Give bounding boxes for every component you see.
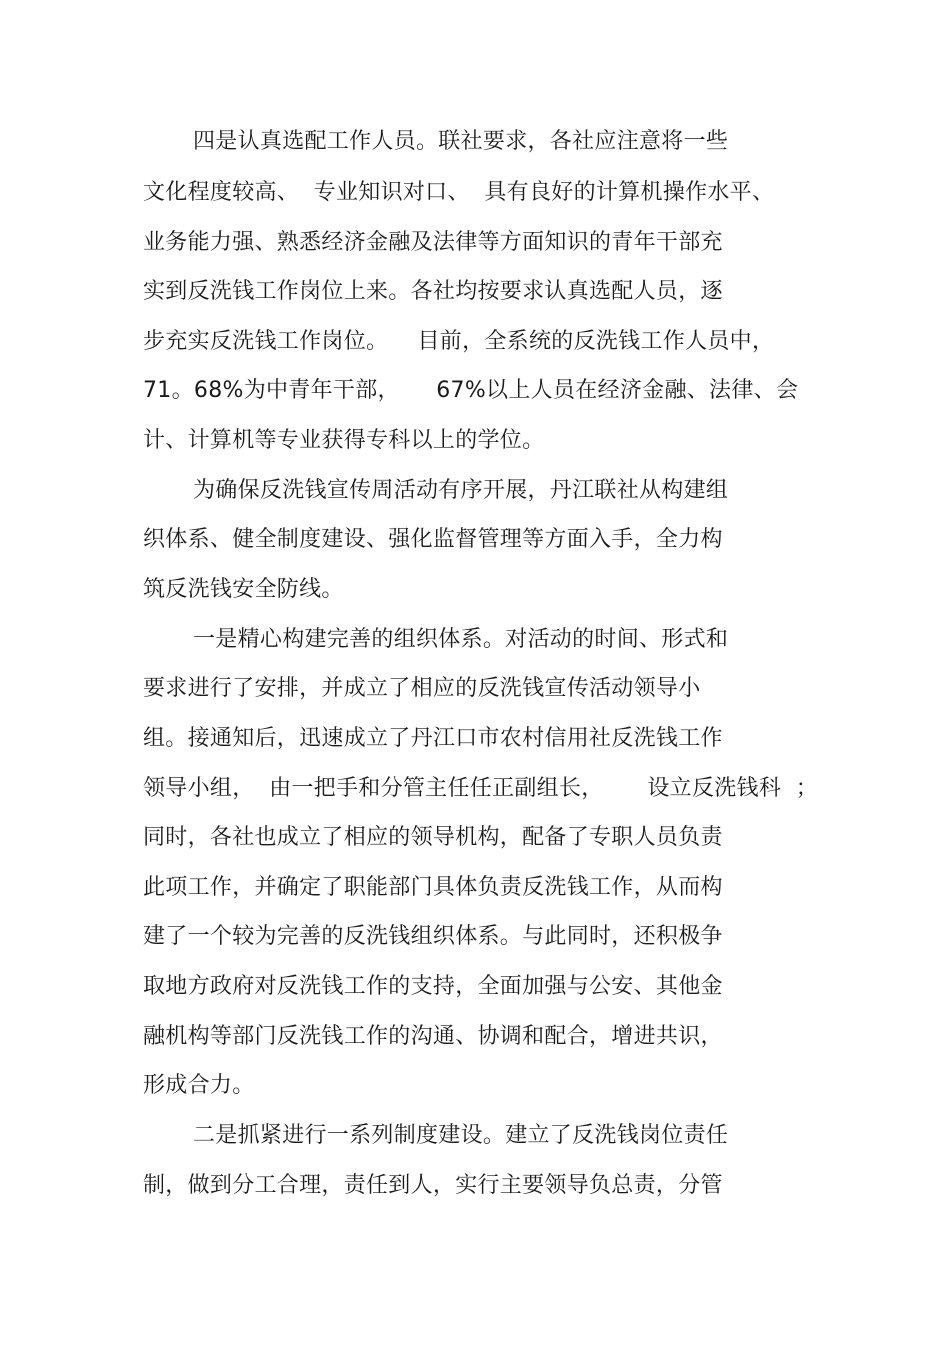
text-line: 计、计算机等专业获得专科以上的学位。 xyxy=(143,428,545,453)
text-line: 步充实反洗钱工作岗位。 目前，全系统的反洗钱工作人员中， xyxy=(143,329,775,354)
text-line: 一是精心构建完善的组织体系。对活动的时间、形式和 xyxy=(193,627,729,652)
text-line: 融机构等部门反洗钱工作的沟通、协调和配合，增进共识， xyxy=(143,1024,723,1049)
text-line: 组。接通知后，迅速成立了丹江口市农村信用社反洗钱工作 xyxy=(143,726,723,751)
text-line: 形成合力。 xyxy=(143,1073,255,1098)
text-line: 为确保反洗钱宣传周活动有序开展，丹江联社从构建组 xyxy=(193,478,729,503)
text-line: 文化程度较高、 专业知识对口、 具有良好的计算机操作水平、 xyxy=(143,180,775,205)
text-line: 二是抓紧进行一系列制度建设。建立了反洗钱岗位责任 xyxy=(193,1123,729,1148)
text-line: 制，做到分工合理，责任到人，实行主要领导负总责，分管 xyxy=(143,1173,723,1198)
text-line: 此项工作，并确定了职能部门具体负责反洗钱工作，从而构 xyxy=(143,875,723,900)
text-line: 织体系、健全制度建设、强化监督管理等方面入手，全力构 xyxy=(143,527,723,552)
text-line: 筑反洗钱安全防线。 xyxy=(143,577,344,602)
text-line: 取地方政府对反洗钱工作的支持，全面加强与公安、其他金 xyxy=(143,974,723,999)
text-line: 领导小组， 由一把手和分管主任任正副组长， 设立反洗钱科 ； xyxy=(143,776,819,801)
text-line: 同时，各社也成立了相应的领导机构，配备了专职人员负责 xyxy=(143,825,723,850)
text-line: 建了一个较为完善的反洗钱组织体系。与此同时，还积极争 xyxy=(143,924,723,949)
text-line: 要求进行了安排，并成立了相应的反洗钱宣传活动领导小 xyxy=(143,676,701,701)
text-line: 四是认真选配工作人员。联社要求，各社应注意将一些 xyxy=(193,129,729,154)
text-line: 实到反洗钱工作岗位上来。各社均按要求认真选配人员，逐 xyxy=(143,279,723,304)
text-line: 业务能力强、熟悉经济金融及法律等方面知识的青年干部充 xyxy=(143,230,723,255)
text-line: 71。68%为中青年干部， 67%以上人员在经济金融、法律、会 xyxy=(143,378,799,403)
